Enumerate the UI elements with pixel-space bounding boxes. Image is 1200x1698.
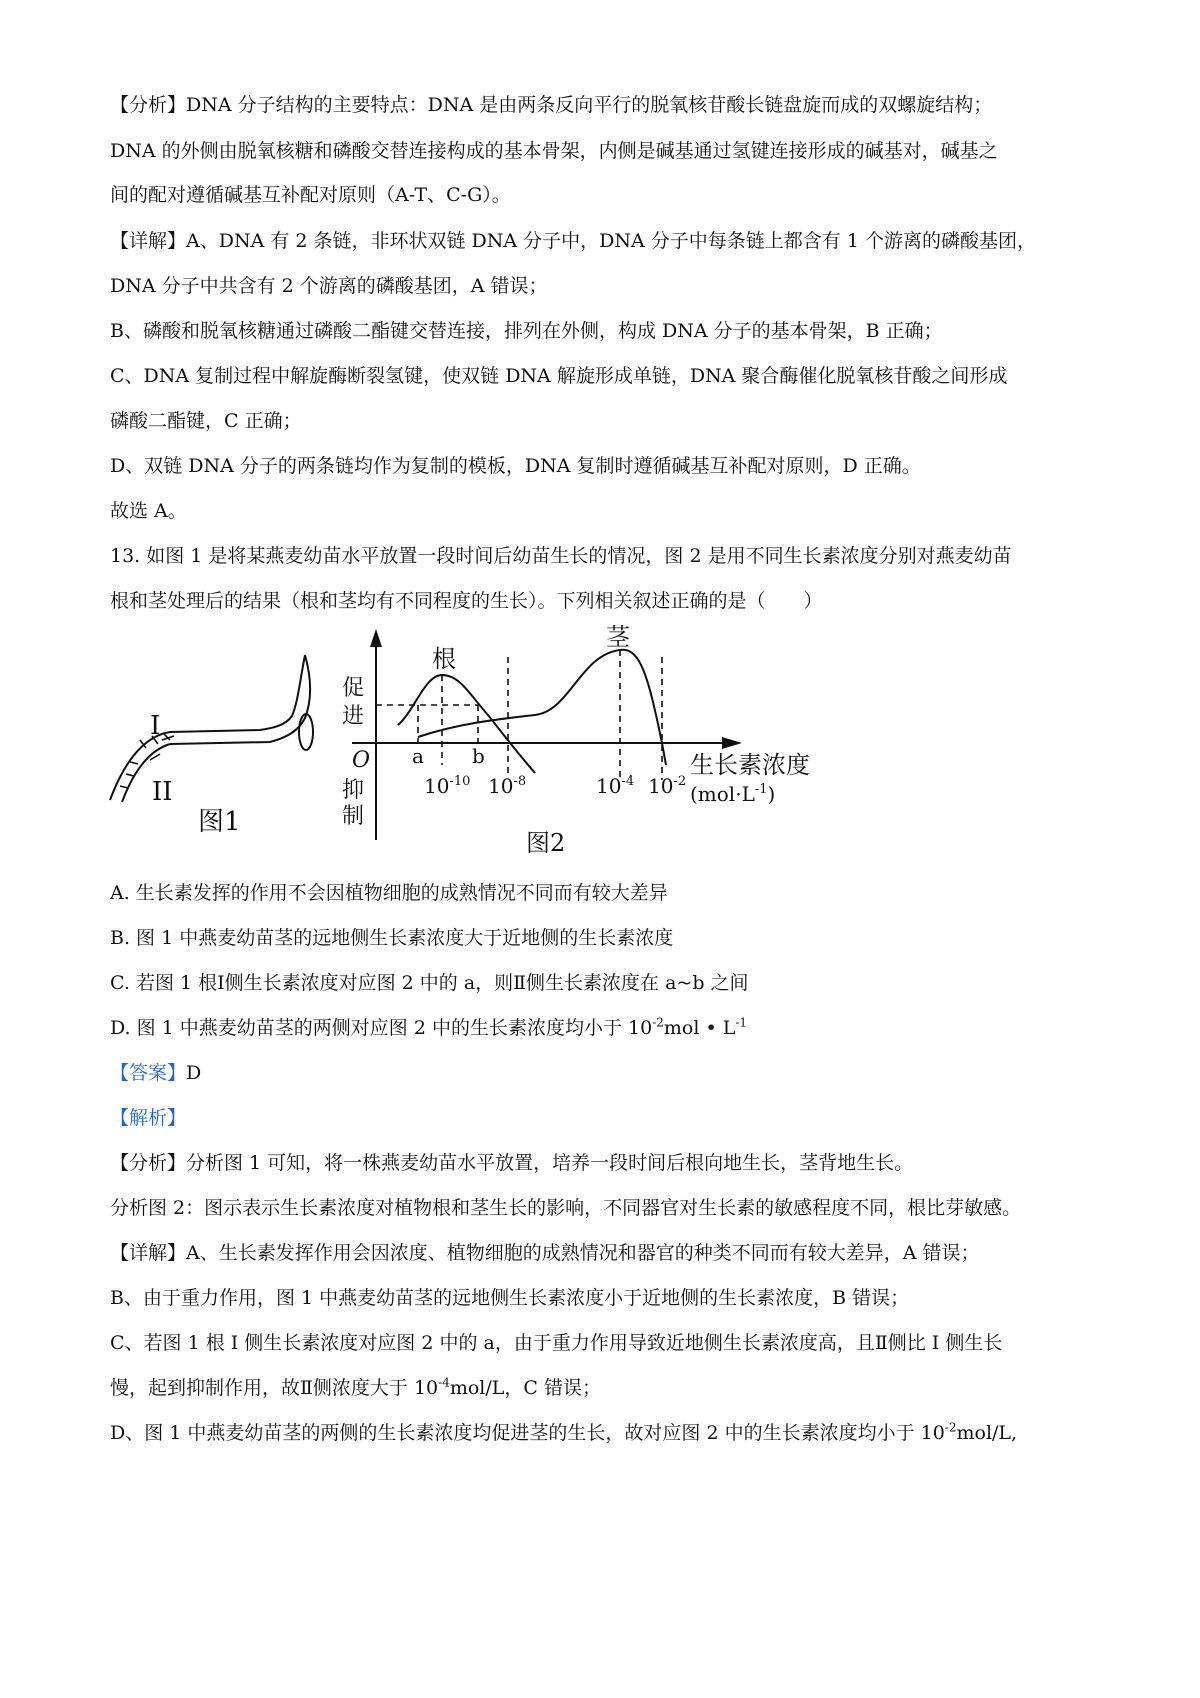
text-line: 磷酸二酯键，C 正确； <box>110 410 302 432</box>
analysis-line: 慢，起到抑制作用，故Ⅱ侧浓度大于 $10^{-4}mol/L$，C 错误； <box>110 1375 601 1399</box>
figure-1-caption: 图1 <box>198 807 241 837</box>
text-line: C、DNA 复制过程中解旋酶断裂氢键，使双链 DNA 解旋形成单链，DNA 聚合酶催化脱氧核苷酸之间形成 <box>110 365 1008 387</box>
y-label-promote-2: 进 <box>342 704 365 729</box>
analysis-line: B、由于重力作用，图 1 中燕麦幼苗茎的远地侧生长素浓度小于近地侧的生长素浓度，B 错误； <box>110 1287 910 1309</box>
x-axis-arrow <box>722 737 742 749</box>
tick-1e-4: $10^{-4}$ <box>596 774 635 798</box>
stem-label: 茎 <box>606 623 630 651</box>
analysis-line: C、若图 1 根 I 侧生长素浓度对应图 2 中的 a，由于重力作用导致近地侧生长素浓度高，且Ⅱ侧比 I 侧生长 <box>110 1332 1003 1354</box>
label-I: I <box>150 711 161 741</box>
y-label-inhibit-1: 抑 <box>342 778 365 803</box>
point-b: b <box>472 744 485 768</box>
figure-2 <box>330 615 890 865</box>
point-a: a <box>412 744 424 768</box>
question-13-line: 根和茎处理后的结果（根和茎均有不同程度的生长）。下列相关叙述正确的是（ ） <box>110 590 823 612</box>
option-c: C. 若图 1 根Ⅰ侧生长素浓度对应图 2 中的 a，则Ⅱ侧生长素浓度在 a~b 之间 <box>110 972 749 994</box>
text-line: 故选 A。 <box>110 500 187 522</box>
analysis-line: 【分析】分析图 1 可知，将一株燕麦幼苗水平放置，培养一段时间后根向地生长，茎背地生长。 <box>110 1152 914 1174</box>
option-b: B. 图 1 中燕麦幼苗茎的远地侧生长素浓度大于近地侧的生长素浓度 <box>110 927 674 949</box>
y-label-inhibit-2: 制 <box>342 804 365 829</box>
y-label-promote-1: 促 <box>342 676 365 701</box>
jiexi-label: 【解析】 <box>110 1107 187 1129</box>
text-line: B、磷酸和脱氧核糖通过磷酸二酯键交替连接，排列在外侧，构成 DNA 分子的基本骨架，B 正确； <box>110 320 943 342</box>
text-line: DNA 的外侧由脱氧核糖和磷酸交替连接构成的基本骨架，内侧是碱基通过氢键连接形成的碱基对，碱基之 <box>110 140 998 162</box>
figure-1 <box>100 640 340 855</box>
text-line: 【分析】DNA 分子结构的主要特点：DNA 是由两条反向平行的脱氧核苷酸长链盘旋而成的双螺旋结构； <box>110 94 993 116</box>
text-line: D、双链 DNA 分子的两条链均作为复制的模板，DNA 复制时遵循碱基互补配对原则，D 正确。 <box>110 455 921 477</box>
tick-1e-2: $10^{-2}$ <box>648 774 687 798</box>
tick-1e-10: $10^{-10}$ <box>424 774 471 798</box>
analysis-line: 【详解】A、生长素发挥作用会因浓度、植物细胞的成熟情况和器官的种类不同而有较大差异，A 错误； <box>110 1242 980 1264</box>
origin-label: O <box>352 748 371 773</box>
question-13-line: 13. 如图 1 是将某燕麦幼苗水平放置一段时间后幼苗生长的情况，图 2 是用不同生长素浓度分别对燕麦幼苗 <box>110 545 1012 567</box>
text-line: 间的配对遵循碱基互补配对原则（A-T、C-G）。 <box>110 184 511 206</box>
answer-value: D <box>186 1062 202 1084</box>
analysis-line: 分析图 2：图示表示生长素浓度对植物根和茎生长的影响，不同器官对生长素的敏感程度不同，根比芽敏感。 <box>110 1197 1022 1219</box>
answer-line <box>110 1060 201 1086</box>
answer-label: 【答案】 <box>110 1062 187 1084</box>
option-d: D. 图 1 中燕麦幼苗茎的两侧对应图 2 中的生长素浓度均小于 $10^{-2}mol$ • $L^{-1}$ <box>110 1015 748 1039</box>
seed <box>299 714 313 750</box>
x-axis-label: 生长素浓度 <box>690 751 810 779</box>
label-II: II <box>152 777 173 807</box>
y-axis-arrow <box>370 629 382 647</box>
text-line: DNA 分子中共含有 2 个游离的磷酸基团，A 错误； <box>110 275 548 297</box>
figure-2-caption: 图2 <box>526 829 566 857</box>
tick-1e-8: $10^{-8}$ <box>488 774 527 798</box>
analysis-line: D、图 1 中燕麦幼苗茎的两侧的生长素浓度均促进茎的生长，故对应图 2 中的生长素浓度均小于 $10^{-2}mol/L$, <box>110 1420 1018 1444</box>
text-line: 【详解】A、DNA 有 2 条链，非环状双链 DNA 分子中，DNA 分子中每条链上都含有 1 个游离的磷酸基团， <box>110 230 1036 252</box>
root-label: 根 <box>432 645 456 673</box>
option-a: A. 生长素发挥的作用不会因植物细胞的成熟情况不同而有较大差异 <box>110 882 668 904</box>
x-axis-unit: $(mol\cdot L^{-1})$ <box>690 782 776 806</box>
